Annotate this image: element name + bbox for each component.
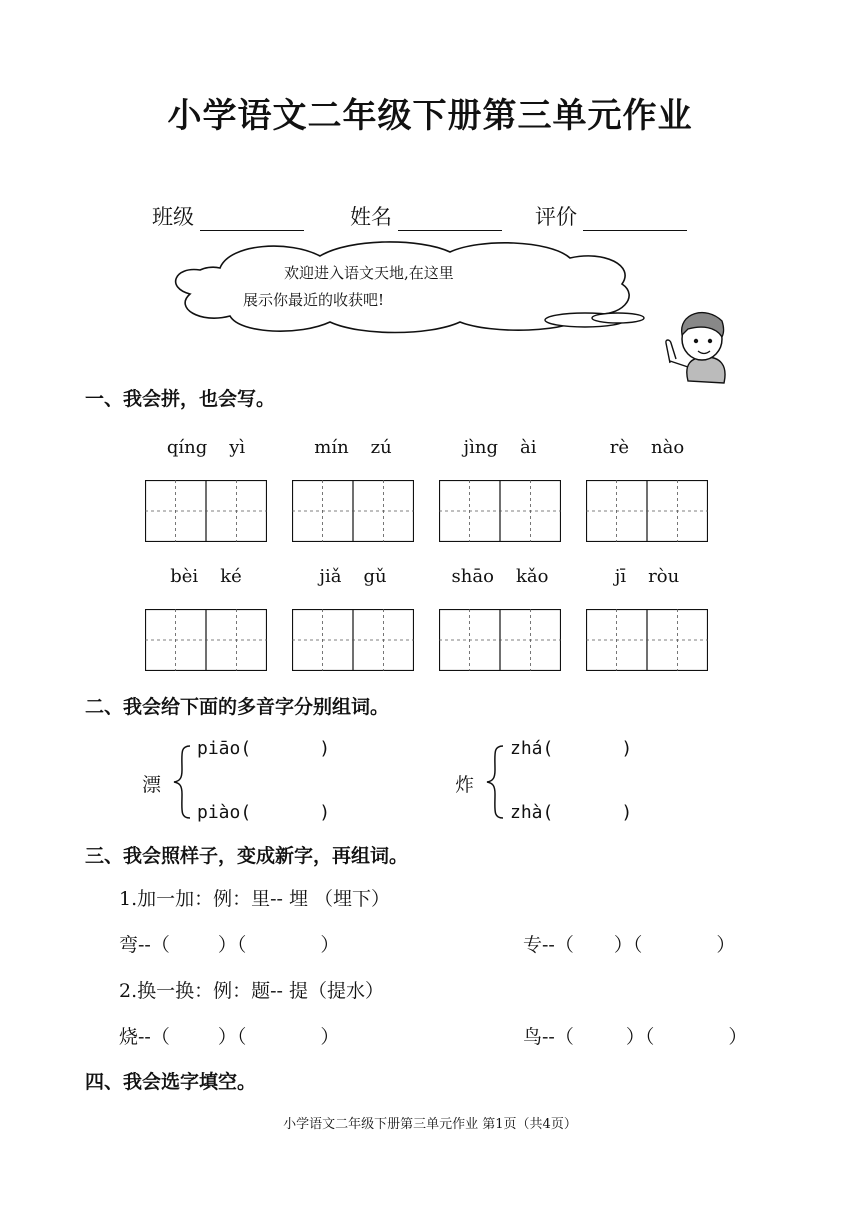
section4-heading: 四、我会选字填空。 <box>85 1071 257 1093</box>
pinyin-2-1: bèi ké <box>170 566 242 587</box>
grade-blank[interactable] <box>583 208 687 231</box>
writing-grid-2-2[interactable] <box>292 609 414 671</box>
page-footer: 小学语文二年级下册第三单元作业 第1页（共4页） <box>283 1117 577 1132</box>
writing-grid-1-2[interactable] <box>292 480 414 542</box>
pinyin-1-4: rè nào <box>609 437 685 458</box>
section3-heading: 三、我会照样子，变成新字，再组词。 <box>85 845 409 867</box>
wan-answer[interactable]: 弯--（ ）（ ） <box>119 934 340 956</box>
swap-example: 2.换一换：例：题-- 提（提水） <box>119 980 385 1002</box>
piao-fourth-tone[interactable]: piào( ) <box>197 802 331 823</box>
polyphone-char-piao: 漂 <box>142 774 162 796</box>
writing-grid-1-3[interactable] <box>439 480 561 542</box>
right-brace-icon <box>485 744 507 820</box>
writing-grid-2-3[interactable] <box>439 609 561 671</box>
writing-grid-1-4[interactable] <box>586 480 708 542</box>
zhuan-answer[interactable]: 专--（ ）（ ） <box>523 934 736 956</box>
grade-field[interactable] <box>535 201 687 231</box>
page-title: 小学语文二年级下册第三单元作业 <box>167 96 693 136</box>
cartoon-boy-icon <box>658 303 733 388</box>
pinyin-1-2: mín zú <box>314 437 392 458</box>
pinyin-2-4: jī ròu <box>614 566 680 587</box>
pinyin-2-2: jiǎ gǔ <box>319 566 387 587</box>
cloud-bubble <box>160 238 660 338</box>
cloud-text-line1: 欢迎进入语文天地,在这里 <box>284 264 454 282</box>
zha-second-tone[interactable]: zhá( ) <box>510 738 633 759</box>
name-blank[interactable] <box>398 208 502 231</box>
polyphone-char-zha: 炸 <box>455 774 475 796</box>
zha-fourth-tone[interactable]: zhà( ) <box>510 802 633 823</box>
section1-heading: 一、我会拼，也会写。 <box>85 388 276 410</box>
name-field[interactable] <box>350 201 502 231</box>
pinyin-1-3: jìng ài <box>463 437 537 458</box>
class-blank[interactable] <box>200 208 304 231</box>
section2-heading: 二、我会给下面的多音字分别组词。 <box>85 696 390 718</box>
class-field[interactable] <box>152 201 304 231</box>
pinyin-1-1: qíng yì <box>166 437 246 458</box>
niao-answer[interactable]: 鸟--（ ）（ ） <box>523 1026 748 1048</box>
cloud-text-line2: 展示你最近的收获吧! <box>243 291 385 309</box>
writing-grid-2-4[interactable] <box>586 609 708 671</box>
piao-first-tone[interactable]: piāo( ) <box>197 738 331 759</box>
name-label: 姓名 <box>350 205 392 229</box>
add-example: 1.加一加：例：里-- 埋 （埋下） <box>119 888 391 910</box>
shao-answer[interactable]: 烧--（ ）（ ） <box>119 1026 340 1048</box>
left-brace-icon <box>172 744 194 820</box>
pinyin-2-3: shāo kǎo <box>451 566 549 587</box>
class-label: 班级 <box>152 205 194 229</box>
writing-grid-2-1[interactable] <box>145 609 267 671</box>
grade-label: 评价 <box>535 205 577 229</box>
writing-grid-1-1[interactable] <box>145 480 267 542</box>
